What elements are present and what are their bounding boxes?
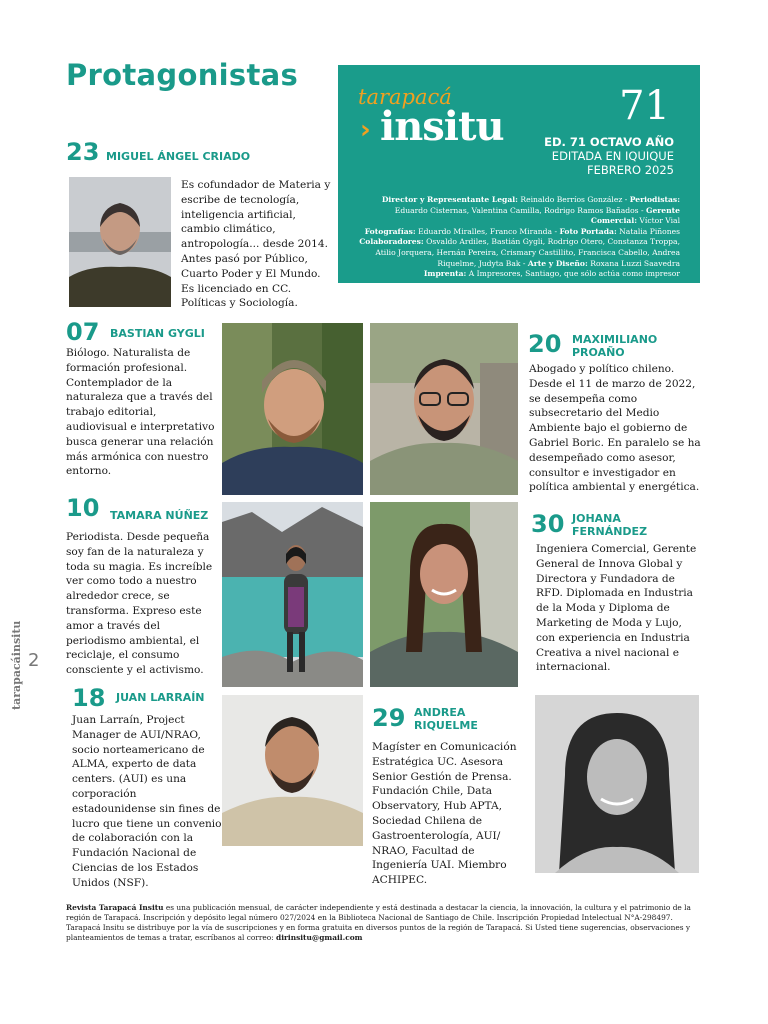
- page-number: 2: [28, 650, 40, 671]
- footer-text: es una publicación mensual, de carácter independiente y está destinada a destacar la ciencia, la innovación, la cultura y el patrimonio de la región de Tarapacá. Inscripción y depósito legal número 027/2024 en la Biblioteca Nacional de Santiago de Chile. Inscripción Propiedad Intelectual N°A-298497. Tarapacá Insitu se distribuye por la vía de suscripciones y en forma gratuita en diversos puntos de la región de Tarapacá. Si Usted tiene sugerencias, observaciones y planteamientos de temas a tratar, escríbanos al correo:: [66, 903, 691, 942]
- credit-value: Reinaldo Berríos González -: [517, 195, 630, 204]
- person-number: 29: [372, 704, 406, 732]
- logo-tarapaca: tarapacá: [358, 85, 452, 109]
- side-brand-b: insitu: [10, 620, 23, 657]
- credit-label: Imprenta:: [423, 269, 467, 279]
- issue-number: 71: [619, 83, 670, 129]
- credit-value: Eduardo Miralles, Franco Miranda -: [415, 226, 560, 236]
- credit-value: A Impresores, Santiago, que sólo actúa como impresor: [466, 269, 680, 279]
- credit-label: Periodistas:: [629, 195, 680, 204]
- person-name: TAMARA NÚÑEZ: [110, 509, 209, 522]
- person-bio: Periodista. Desde pequeña soy fan de la naturaleza y toda su magia. Es increíble ver como todo a nuestro alrededor crece, se transforma. Expreso este amor a través del periodismo ambiental, el reciclaje, el consumo consciente y el activismo.: [66, 531, 213, 677]
- portrait-photo: [69, 177, 171, 307]
- page-title: Protagonistas: [66, 58, 299, 92]
- credits: [350, 195, 680, 280]
- person-bio: Es cofundador de Materia y escribe de tecnología, inteligencia artificial, cambio climático, antropología... desde 2014. Antes pasó por Público, Cuarto Poder y El Mundo. Es licenciado en CC. Políticas y Sociología.: [181, 179, 331, 310]
- logo-chevron-icon: ›: [360, 115, 371, 145]
- name-line: FERNÁNDEZ: [572, 525, 648, 538]
- name-line: ANDREA: [414, 706, 466, 719]
- person-bio: Ingeniera Comercial, Gerente General de Innova Global y Directora y Fundadora de RFD. Diplomada en Industria de la Moda y Diploma de Marketing de Moda y Lujo, con experiencia en Industria Creativa a nivel nacional e internacional.: [536, 543, 697, 674]
- person-number: 30: [531, 510, 565, 538]
- masthead-box: [338, 65, 700, 283]
- portrait-photo: [370, 502, 518, 687]
- portrait-photo: [222, 502, 363, 687]
- person-number: 18: [72, 684, 106, 712]
- insitu-logo: [358, 85, 518, 150]
- person-bio: Abogado y político chileno. Desde el 11 de marzo de 2022, se desempeña como subsecretario del Medio Ambiente bajo el gobierno de Gabriel Boric. En paralelo se ha desempeñado como asesor, consultor e investigador en política ambiental y energética.: [529, 363, 701, 494]
- credit-label: Colaboradores:: [359, 237, 424, 247]
- footer-brand: Revista Tarapacá Insitu: [66, 903, 164, 912]
- person-number: 10: [66, 494, 100, 522]
- footer-note: [66, 903, 698, 943]
- credit-value: Eduardo Cisternas, Valentina Camilla, Rodrigo Ramos Bañados -: [394, 205, 646, 215]
- credit-value: Roxana Luzzi Saavedra: [587, 258, 680, 268]
- person-name: [572, 333, 657, 359]
- name-line: MAXIMILIANO: [572, 333, 658, 346]
- person-number: 23: [66, 138, 100, 166]
- portrait-photo: [222, 323, 363, 495]
- person-bio: Magíster en Comunicación Estratégica UC. Asesora Senior Gestión de Prensa. Fundación Chile, Data Observatory, Hub APTA, Sociedad Chilena de Gastroenterología, AUI/ NRAO, Facultad de Ingeniería UAI. Miembro ACHIPEC.: [372, 741, 517, 887]
- name-line: PROAÑO: [572, 346, 625, 359]
- person-name: MIGUEL ÁNGEL CRIADO: [106, 150, 251, 163]
- person-number: 20: [528, 330, 562, 358]
- credit-label: Arte y Diseño:: [527, 258, 588, 268]
- issue-line-2: EDITADA EN IQUIQUE: [551, 149, 674, 163]
- person-name: [572, 512, 647, 538]
- side-brand: [10, 620, 23, 710]
- person-name: [414, 706, 478, 732]
- portrait-photo: [370, 323, 518, 495]
- credit-label: Foto Portada:: [559, 226, 617, 236]
- credit-label: Gerente Comercial:: [590, 205, 680, 226]
- name-line: JOHANA: [572, 512, 621, 525]
- person-bio: Juan Larraín, Project Manager de AUI/NRAO, socio norteamericano de ALMA, experto de data centers. (AUI) es una corporación estadounidense sin fines de lucro que tiene un convenio de colaboración con la Fundación Nacional de Ciencias de los Estados Unidos (NSF).: [72, 714, 222, 889]
- credit-label: Director y Representante Legal:: [381, 195, 518, 204]
- person-bio: Biólogo. Naturalista de formación profesional. Contemplador de la naturaleza que a través del trabajo editorial, audiovisual e interpretativo busca generar una relación más armónica con nuestro entorno.: [66, 347, 215, 478]
- issue-line-1: ED. 71 OCTAVO AÑO: [544, 135, 674, 149]
- issue-line-3: FEBRERO 2025: [587, 163, 674, 177]
- portrait-photo: [222, 695, 363, 846]
- logo-insitu: insitu: [380, 103, 504, 150]
- footer-email[interactable]: dirinsitu@gmail.com: [276, 932, 363, 942]
- credit-value: Víctor Vial: [637, 216, 680, 226]
- portrait-photo: [535, 695, 699, 873]
- person-number: 07: [66, 318, 100, 346]
- person-name: JUAN LARRAÍN: [116, 691, 205, 704]
- credit-value: Natalia Piñones: [616, 226, 680, 236]
- side-brand-a: tarapacá: [10, 656, 23, 710]
- name-line: RIQUELME: [414, 719, 478, 732]
- person-name: BASTIAN GYGLI: [110, 327, 205, 340]
- credit-value: Osvaldo Ardiles, Bastián Gygli, Rodrigo Otero, Constanza Troppa, Atilio Jorquera, Hernán Pereira, Crismary Castillito, Francisca Cabello, Andrea Riquelme, Judyta Bak -: [375, 237, 680, 268]
- credit-label: Fotografías:: [364, 226, 416, 236]
- issue-info: [544, 135, 674, 177]
